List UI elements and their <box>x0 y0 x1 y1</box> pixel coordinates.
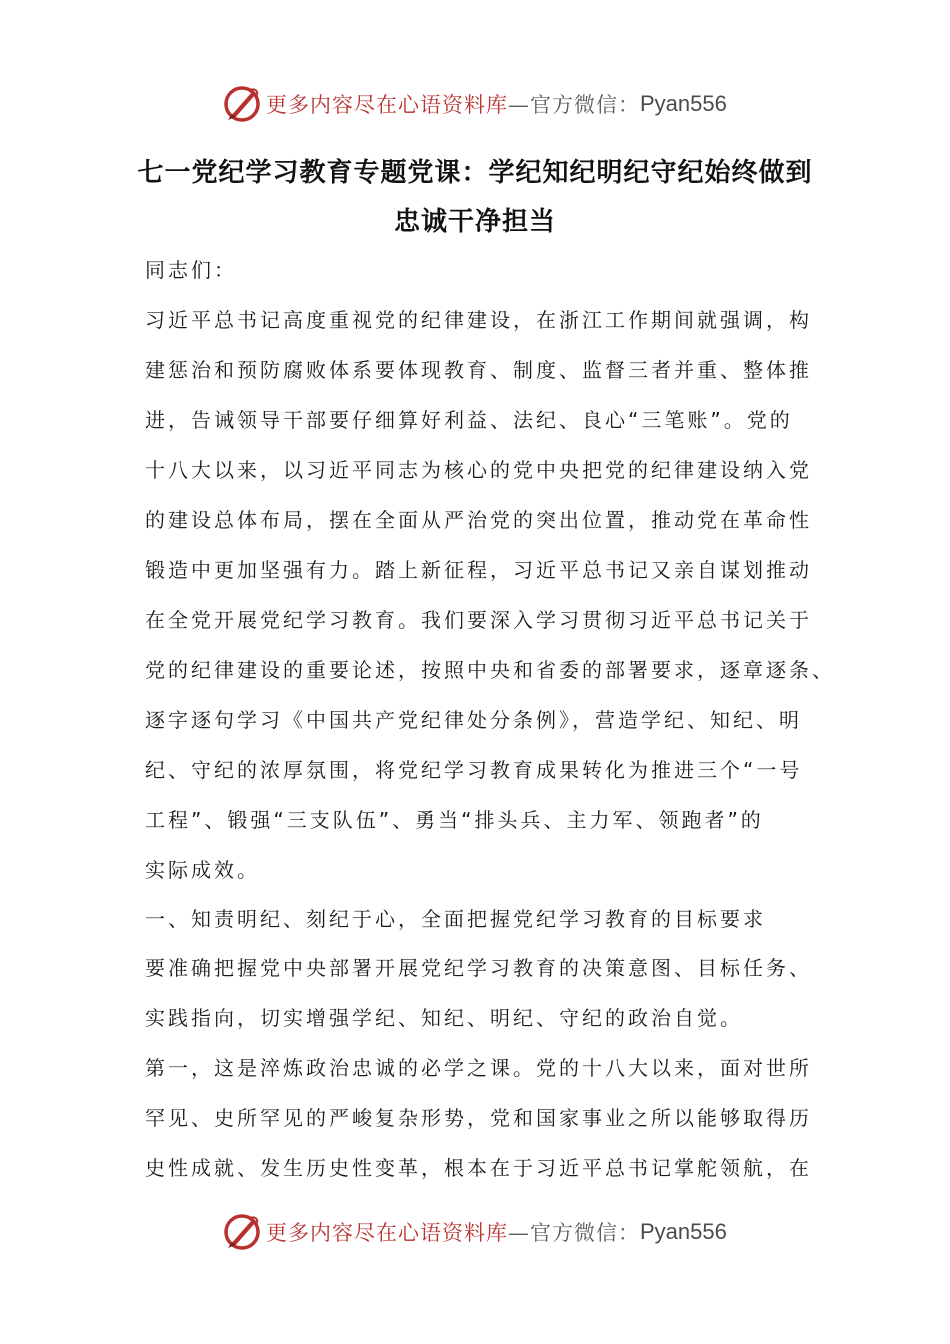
document-title-line-2: 忠诚干净担当 <box>393 207 556 237</box>
body-line: 实际成效。 <box>145 858 260 882</box>
body-line: 的建设总体布局，摆在全面从严治党的突出位置，推动党在革命性 <box>145 508 812 532</box>
banner-wechat-id: Pyan556 <box>640 91 727 116</box>
body-line: 习近平总书记高度重视党的纪律建设，在浙江工作期间就强调，构 <box>145 308 812 332</box>
body-line: 罕见、史所罕见的严峻复杂形势，党和国家事业之所以能够取得历 <box>145 1106 812 1130</box>
header-banner <box>222 82 727 126</box>
document-title-line-1: 七一党纪学习教育专题党课：学纪知纪明纪守纪始终做到 <box>137 158 813 188</box>
body-line: 工程”、锻强“三支队伍”、勇当“排头兵、主力军、领跑者”的 <box>145 808 764 832</box>
body-line: 进，告诫领导干部要仔细算好利益、法纪、良心“三笔账”。党的 <box>145 408 793 432</box>
body-line: 逐字逐句学习《中国共产党纪律处分条例》，营造学纪、知纪、明 <box>145 708 802 732</box>
banner-account-label: —官方微信： <box>508 93 640 117</box>
body-line: 纪、守纪的浓厚氛围，将党纪学习教育成果转化为推进三个“一号 <box>145 758 803 782</box>
body-line: 十八大以来，以习近平同志为核心的党中央把党的纪律建设纳入党 <box>145 458 812 482</box>
body-line: 同志们： <box>145 258 237 282</box>
section-heading: 一、知责明纪、刻纪于心，全面把握党纪学习教育的目标要求 <box>145 907 766 931</box>
banner-account-label: —官方微信： <box>508 1221 640 1245</box>
body-line: 要准确把握党中央部署开展党纪学习教育的决策意图、目标任务、 <box>145 956 812 980</box>
banner-brand-text: 更多内容尽在心语资料库 <box>266 1221 508 1245</box>
body-line: 第一，这是淬炼政治忠诚的必学之课。党的十八大以来，面对世所 <box>145 1056 812 1080</box>
body-line: 建惩治和预防腐败体系要体现教育、制度、监督三者并重、整体推 <box>145 358 812 382</box>
quill-logo-icon <box>222 1212 262 1252</box>
banner-brand-text: 更多内容尽在心语资料库 <box>266 93 508 117</box>
body-line: 锻造中更加坚强有力。踏上新征程，习近平总书记又亲自谋划推动 <box>145 558 812 582</box>
body-line: 实践指向，切实增强学纪、知纪、明纪、守纪的政治自觉。 <box>145 1006 743 1030</box>
banner-wechat-id: Pyan556 <box>640 1219 727 1244</box>
quill-logo-icon <box>222 84 262 124</box>
body-line: 史性成就、发生历史性变革，根本在于习近平总书记掌舵领航，在 <box>145 1156 812 1180</box>
body-line: 在全党开展党纪学习教育。我们要深入学习贯彻习近平总书记关于 <box>145 608 812 632</box>
body-line: 党的纪律建设的重要论述，按照中央和省委的部署要求，逐章逐条、 <box>145 658 835 682</box>
footer-banner <box>222 1210 727 1254</box>
